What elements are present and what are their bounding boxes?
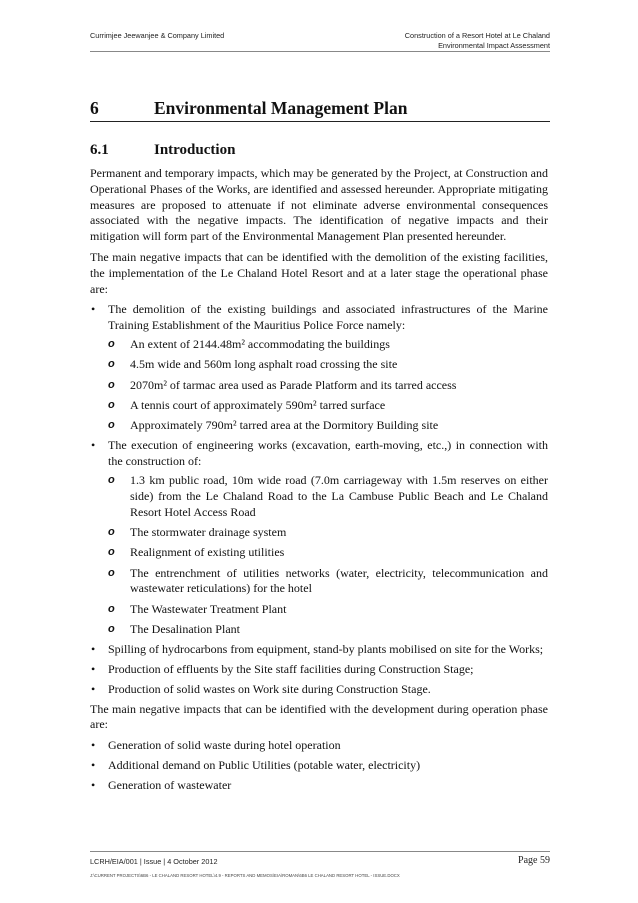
bullet-icon: •: [91, 758, 96, 772]
sublist-item-text: 1.3 km public road, 10m wide road (7.0m carriageway with 1.5m reserves on either side) from the Le Chaland Road to the La Cambuse Public Beach and Le Chaland Resort Hotel Access Road: [130, 473, 548, 519]
sub-bullet-icon: o: [108, 602, 115, 615]
bullet-icon: •: [91, 662, 96, 677]
sublist-item-text: 4.5m wide and 560m long asphalt road crossing the site: [130, 357, 398, 372]
list-item: [90, 682, 548, 698]
header-company: Currimjee Jeewanjee & Company Limited: [90, 31, 225, 40]
sublist-item: [108, 545, 548, 561]
header-divider: [90, 51, 550, 52]
sublist-item: [108, 418, 548, 434]
page-number: Page 59: [518, 855, 550, 866]
bullet-icon: •: [91, 642, 96, 657]
sublist-item: [108, 337, 548, 353]
operation-impacts-list: [90, 738, 548, 793]
list-item-text: Additional demand on Public Utilities (potable water, electricity): [108, 758, 421, 772]
subsection-heading: [90, 141, 235, 160]
header-project-title: Construction of a Resort Hotel at Le Chaland: [404, 31, 550, 40]
list-item: [90, 662, 548, 678]
sublist-item: [108, 398, 548, 414]
list-item-text: Production of effluents by the Site staff facilities during Construction Stage;: [108, 662, 474, 677]
sublist-item: [108, 622, 548, 638]
list-item-text: The execution of engineering works (excavation, earth-moving, etc.,) in connection with the construction of:: [108, 438, 548, 469]
sublist-item: [108, 473, 548, 520]
section-number: 6: [90, 98, 99, 118]
sub-bullet-icon: o: [108, 622, 115, 635]
sub-bullet-icon: o: [108, 474, 115, 487]
footer-reference: LCRH/EIA/001 | Issue | 4 October 2012: [90, 857, 218, 866]
sublist-item-text: Realignment of existing utilities: [130, 545, 285, 560]
list-item-text: Generation of wastewater: [108, 777, 232, 792]
subsection-title: Introduction: [154, 142, 236, 158]
sublist-item-text: The stormwater drainage system: [130, 524, 287, 539]
list-item-text: Production of solid wastes on Work site during Construction Stage.: [108, 681, 431, 696]
bullet-icon: •: [91, 438, 96, 453]
list-item: [90, 642, 548, 658]
operation-paragraph: The main negative impacts that can be identified with the development during operation phase are:: [90, 701, 548, 732]
footer-file-path: J:\CURRENT PROJECTS\6B6 - LE CHALAND RESORT HOTEL\4.9 - REPORTS AND MEMOS\EIA\ROMAN\6B6 LE CHALAND RESORT HOTEL - ISSUE.DOCX: [90, 873, 400, 878]
intro-paragraph: Permanent and temporary impacts, which may be generated by the Project, at Construction and Operational Phases of the Works, are identified and assessed hereunder. Appropriate mitigating measures are proposed to attenuate if not eliminate adverse environmental consequences associated with the negative impacts. The identification of negative impacts and their mitigation will form part of the Environmental Management Plan presented hereunder.: [90, 166, 548, 244]
section-title: Environmental Management Plan: [154, 98, 408, 118]
construction-impacts-list: [90, 302, 548, 697]
header-project: [300, 31, 550, 51]
bullet-icon: •: [91, 681, 96, 696]
list-item: [90, 738, 548, 754]
impacts-paragraph: The main negative impacts that can be identified with the demolition of the existing facilities, the implementation of the Le Chaland Hotel Resort and at a later stage the operational phase are:: [90, 249, 548, 296]
sub-bullet-icon: o: [108, 337, 115, 350]
sublist-item-text: The Desalination Plant: [130, 621, 240, 636]
sub-bullet-icon: o: [108, 525, 115, 538]
list-item: [90, 302, 548, 434]
footer-divider: [90, 851, 550, 852]
sublist-item: [108, 566, 548, 598]
sub-bullet-icon: o: [108, 398, 115, 411]
sublist-item-text: The entrenchment of utilities networks (water, electricity, telecommunication and wastewater reticulations) for the hotel: [130, 565, 548, 596]
sublist-item-text: Approximately 790m² tarred area at the Dormitory Building site: [130, 418, 439, 433]
sublist-item-text: A tennis court of approximately 590m² tarred surface: [130, 397, 386, 412]
sublist-item-text: 2070m² of tarmac area used as Parade Platform and its tarred access: [130, 377, 457, 392]
list-item: [90, 758, 548, 774]
sublist-item-text: An extent of 2144.48m² accommodating the buildings: [130, 336, 390, 351]
sub-bullet-icon: o: [108, 378, 115, 391]
bullet-icon: •: [91, 302, 96, 317]
sub-bullet-icon: o: [108, 546, 115, 559]
list-item: [90, 778, 548, 794]
sub-bullet-icon: o: [108, 566, 115, 579]
list-item-text: Generation of solid waste during hotel operation: [108, 738, 341, 753]
sublist-item: [108, 378, 548, 394]
document-body: [90, 166, 548, 798]
demolition-sublist: [108, 337, 548, 434]
subsection-number: 6.1: [90, 142, 109, 158]
engineering-works-sublist: [108, 473, 548, 638]
sub-bullet-icon: o: [108, 358, 115, 371]
sublist-item-text: The Wastewater Treatment Plant: [130, 601, 287, 616]
sublist-item: [108, 602, 548, 618]
bullet-icon: •: [91, 777, 96, 792]
sublist-item: [108, 525, 548, 541]
sub-bullet-icon: o: [108, 419, 115, 432]
list-item-text: The demolition of the existing buildings and associated infrastructures of the Marine Training Establishment of the Mauritius Police Force namely:: [108, 302, 548, 333]
list-item-text: Spilling of hydrocarbons from equipment, stand-by plants mobilised on site for the Works;: [108, 642, 544, 657]
list-item: [90, 438, 548, 637]
bullet-icon: •: [91, 738, 96, 753]
sublist-item: [108, 357, 548, 373]
header-report-type: Environmental Impact Assessment: [438, 41, 550, 50]
section-heading: [90, 97, 550, 122]
